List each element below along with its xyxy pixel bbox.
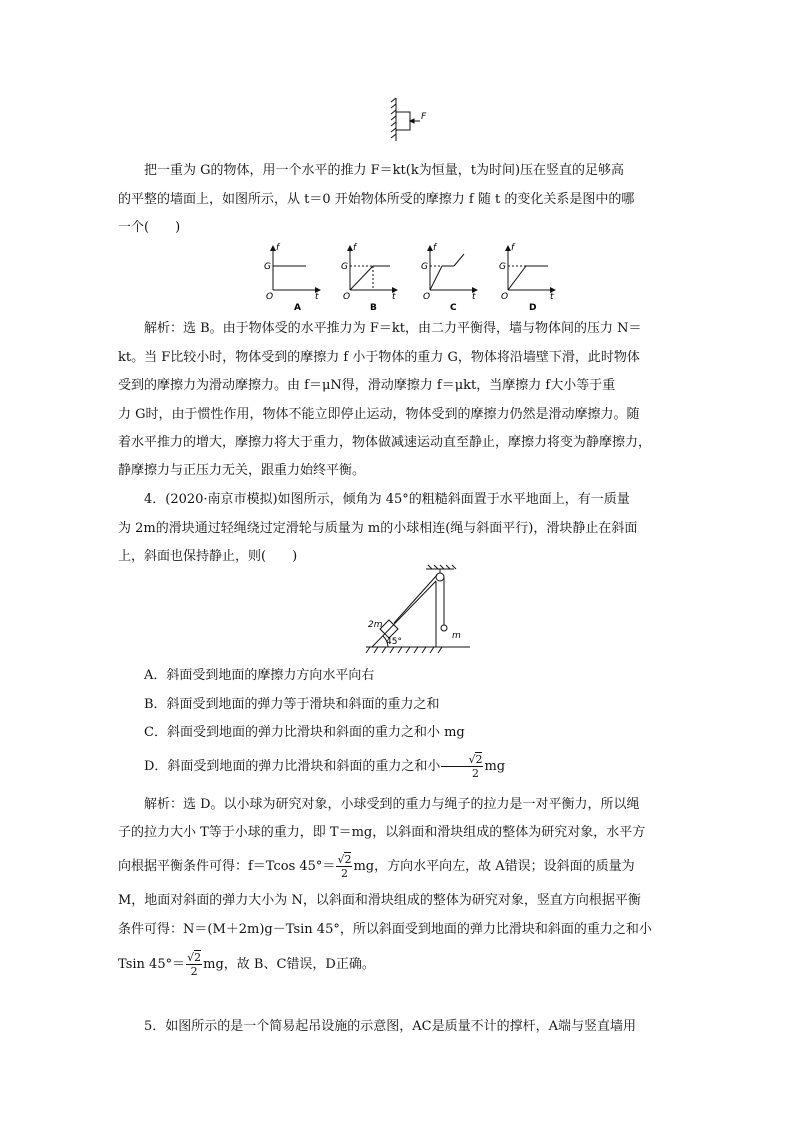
graph-d-x-label: t bbox=[550, 292, 554, 302]
graph-a-x-label: t bbox=[315, 292, 319, 302]
q3-stem-line: 把一重为 G的物体，用一个水平的推力 F＝kt(k为恒量，t为时间)压在竖直的足够高 bbox=[144, 163, 625, 178]
q3-stem-line: 的平整的墙面上，如图所示，从 t＝0 开始物体所受的摩擦力 f 随 t 的变化关系是图中的哪 bbox=[118, 192, 635, 207]
graph-c-origin: O bbox=[423, 292, 431, 302]
ball-label: m bbox=[452, 631, 461, 641]
q3-stem-line: 一个( ) bbox=[118, 220, 181, 235]
graph-d-y-label: f bbox=[511, 243, 515, 253]
q4-option-c: C．斜面受到地面的弹力比滑块和斜面的重力之和小 mg bbox=[144, 725, 465, 740]
graph-b-y-label: f bbox=[353, 243, 357, 253]
q4-stem-line: 上，斜面也保持静止，则( ) bbox=[118, 549, 298, 564]
q3-analysis-line: 解析：选 B。由于物体受的水平推力为 F＝kt，由二力平衡得，墙与物体间的压力 N＝ bbox=[144, 321, 642, 336]
frac-sqrt: 2 bbox=[344, 853, 352, 866]
q4-analysis-line: 子的拉力大小 T等于小球的重力，即 T＝mg，以斜面和滑块组成的整体为研究对象，水平方 bbox=[118, 825, 646, 840]
graph-a-y-label: f bbox=[276, 243, 280, 253]
graph-c-id: C bbox=[450, 303, 457, 313]
graph-b-origin: O bbox=[343, 292, 351, 302]
q4-analysis-line bbox=[118, 950, 678, 979]
option-d-tail: mg bbox=[484, 759, 506, 774]
frac-den: 2 bbox=[340, 867, 348, 880]
force-label: F bbox=[421, 112, 427, 122]
q4-option-a: A．斜面受到地面的摩擦力方向水平向右 bbox=[144, 668, 375, 683]
q4-analysis-line: M，地面对斜面的弹力大小为 N，以斜面和滑块组成的整体为研究对象，竖直方向根据平衡 bbox=[118, 893, 641, 908]
graph-b-id: B bbox=[370, 303, 377, 313]
analysis-line6-a: Tsin 45°＝ bbox=[118, 957, 186, 972]
graph-d-origin: O bbox=[501, 292, 509, 302]
graph-d-level-label: G bbox=[499, 262, 506, 272]
frac-sqrt: 2 bbox=[194, 951, 202, 964]
graph-a-id: A bbox=[294, 303, 301, 313]
sqrt2-over-2-fraction: $\frac{√2}{2}$ bbox=[337, 853, 352, 880]
frac-den: 2 bbox=[190, 965, 198, 978]
incline-pulley-figure bbox=[362, 563, 474, 661]
q4-stem-line: 4．(2020·南京市模拟)如图所示，倾角为 45°的粗糙斜面置于水平地面上，有一质量 bbox=[144, 492, 630, 507]
q4-analysis-line: 条件可得：N＝(M＋2m)g－Tsin 45°，所以斜面受到地面的弹力比滑块和斜面的重力之和小 bbox=[118, 922, 652, 937]
option-d-text: D．斜面受到地面的弹力比滑块和斜面的重力之和小 bbox=[144, 759, 441, 774]
sqrt2-over-2-fraction: $\frac{√2}{2}$ bbox=[441, 753, 483, 780]
frac-den: 2 bbox=[471, 767, 479, 780]
graph-c-y-label: f bbox=[433, 243, 437, 253]
graph-b-x-label: t bbox=[392, 292, 396, 302]
analysis-line6-b: mg，故 B、C错误，D正确。 bbox=[203, 957, 375, 972]
frac-sqrt: 2 bbox=[475, 753, 483, 766]
graph-c-level-label: G bbox=[421, 262, 428, 272]
sqrt2-over-2-fraction: $\frac{√2}{2}$ bbox=[187, 951, 202, 978]
q4-stem-line: 为 2m的滑块通过轻绳绕过定滑轮与质量为 m的小球相连(绳与斜面平行)，滑块静止在斜面 bbox=[118, 521, 638, 536]
graph-a-origin: O bbox=[266, 292, 274, 302]
q4-analysis-line bbox=[118, 852, 678, 881]
analysis-line3-b: mg，方向水平向左，故 A错误；设斜面的质量为 bbox=[353, 859, 635, 874]
graph-b-level-label: G bbox=[341, 262, 348, 272]
q3-analysis-line: 受到的摩擦力为滑动摩擦力。由 f＝μN得，滑动摩擦力 f＝μkt，当摩擦力 f大小等于重 bbox=[118, 378, 616, 393]
graph-a-level-label: G bbox=[264, 262, 271, 272]
q5-stem-line: 5．如图所示的是一个简易起吊设施的示意图，AC是质量不计的撑杆，A端与竖直墙用 bbox=[144, 1019, 636, 1034]
q4-analysis-line: 解析：选 D。以小球为研究对象，小球受到的重力与绳子的拉力是一对平衡力，所以绳 bbox=[144, 797, 640, 812]
q3-analysis-line: 静摩擦力与正压力无关，跟重力始终平衡。 bbox=[118, 463, 366, 478]
graph-c-x-label: t bbox=[472, 292, 476, 302]
block-label: 2m bbox=[368, 620, 383, 630]
q4-option-b: B．斜面受到地面的弹力等于滑块和斜面的重力之和 bbox=[144, 697, 440, 712]
friction-graphs bbox=[258, 238, 563, 314]
q3-analysis-line: 着水平推力的增大，摩擦力将大于重力，物体做减速运动直至静止，摩擦力将变为静摩擦力， bbox=[118, 435, 652, 450]
analysis-line3-a: 向根据平衡条件可得：f＝Tcos 45°＝ bbox=[118, 859, 336, 874]
q3-analysis-line: 力 G时，由于惯性作用，物体不能立即停止运动，物体受到的摩擦力仍然是滑动摩擦力。随 bbox=[118, 407, 640, 422]
q4-option-d bbox=[118, 752, 678, 781]
angle-label: 45° bbox=[386, 637, 402, 647]
graph-d-id: D bbox=[529, 303, 537, 313]
q3-analysis-line: kt。当 F比较小时，物体受到的摩擦力 f 小于物体的重力 G，物体将沿墙壁下滑，此时物体 bbox=[118, 350, 640, 365]
wall-block-figure bbox=[388, 96, 448, 144]
